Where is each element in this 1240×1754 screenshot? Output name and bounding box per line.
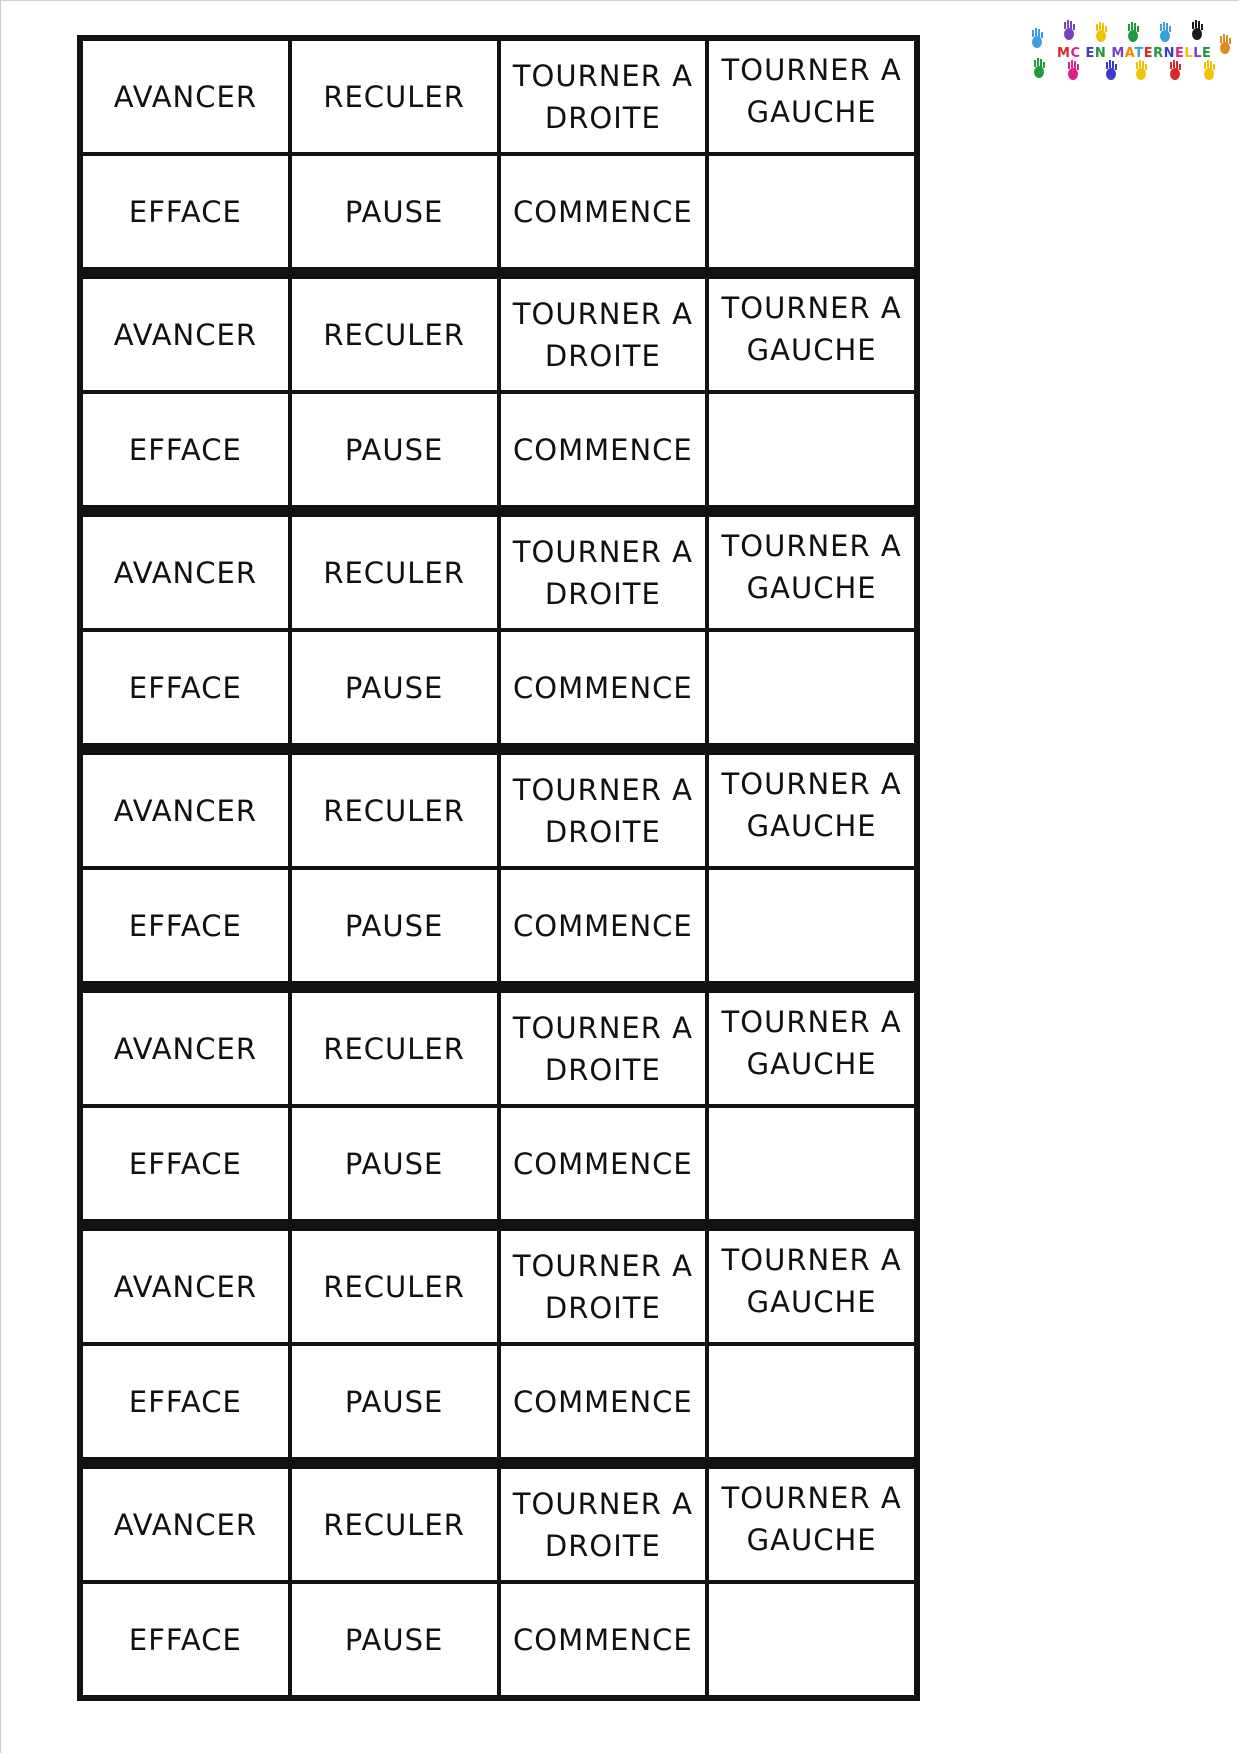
card-commence: COMMENCE: [499, 1582, 708, 1697]
command-card-block-6: [77, 1225, 920, 1463]
card-blank: [707, 1344, 916, 1459]
card-blank: [707, 1106, 916, 1221]
card-tourner-gauche: TOURNER A GAUCHE: [707, 1229, 916, 1344]
card-reculer: RECULER: [290, 1467, 499, 1582]
card-efface: EFFACE: [81, 392, 290, 507]
card-avancer: AVANCER: [81, 991, 290, 1106]
card-efface: EFFACE: [81, 868, 290, 983]
card-tourner-gauche: TOURNER A GAUCHE: [707, 39, 916, 154]
card-reculer: RECULER: [290, 39, 499, 154]
card-pause: PAUSE: [290, 392, 499, 507]
card-avancer: AVANCER: [81, 515, 290, 630]
card-tourner-gauche: TOURNER A GAUCHE: [707, 515, 916, 630]
card-commence: COMMENCE: [499, 1106, 708, 1221]
card-tourner-gauche: TOURNER A GAUCHE: [707, 277, 916, 392]
card-commence: COMMENCE: [499, 630, 708, 745]
card-efface: EFFACE: [81, 1106, 290, 1221]
card-efface: EFFACE: [81, 1344, 290, 1459]
card-tourner-droite: TOURNER A DROITE: [499, 1229, 708, 1344]
command-card-block-3: [77, 511, 920, 749]
card-blank: [707, 392, 916, 507]
mc-en-maternelle-logo: [1023, 12, 1233, 80]
command-card-block-5: [77, 987, 920, 1225]
card-avancer: AVANCER: [81, 277, 290, 392]
card-tourner-droite: TOURNER A DROITE: [499, 1467, 708, 1582]
command-card-block-1: [77, 35, 920, 273]
card-commence: COMMENCE: [499, 154, 708, 269]
card-commence: COMMENCE: [499, 1344, 708, 1459]
command-card-block-7: [77, 1463, 920, 1701]
card-pause: PAUSE: [290, 1344, 499, 1459]
card-efface: EFFACE: [81, 630, 290, 745]
card-tourner-droite: TOURNER A DROITE: [499, 753, 708, 868]
card-avancer: AVANCER: [81, 39, 290, 154]
card-tourner-droite: TOURNER A DROITE: [499, 277, 708, 392]
card-blank: [707, 154, 916, 269]
logo-text: MC EN MATERNELLE: [1057, 46, 1212, 61]
command-card-block-2: [77, 273, 920, 511]
card-tourner-droite: TOURNER A DROITE: [499, 515, 708, 630]
card-tourner-droite: TOURNER A DROITE: [499, 39, 708, 154]
card-reculer: RECULER: [290, 515, 499, 630]
card-efface: EFFACE: [81, 1582, 290, 1697]
card-blank: [707, 868, 916, 983]
card-avancer: AVANCER: [81, 1467, 290, 1582]
card-pause: PAUSE: [290, 868, 499, 983]
card-commence: COMMENCE: [499, 392, 708, 507]
card-efface: EFFACE: [81, 154, 290, 269]
card-pause: PAUSE: [290, 1582, 499, 1697]
card-tourner-droite: TOURNER A DROITE: [499, 991, 708, 1106]
card-tourner-gauche: TOURNER A GAUCHE: [707, 1467, 916, 1582]
command-cards-sheet: [77, 35, 920, 1701]
card-pause: PAUSE: [290, 154, 499, 269]
command-card-block-4: [77, 749, 920, 987]
card-reculer: RECULER: [290, 1229, 499, 1344]
card-blank: [707, 630, 916, 745]
card-reculer: RECULER: [290, 753, 499, 868]
card-avancer: AVANCER: [81, 1229, 290, 1344]
card-pause: PAUSE: [290, 630, 499, 745]
card-reculer: RECULER: [290, 991, 499, 1106]
card-tourner-gauche: TOURNER A GAUCHE: [707, 753, 916, 868]
card-reculer: RECULER: [290, 277, 499, 392]
card-blank: [707, 1582, 916, 1697]
card-avancer: AVANCER: [81, 753, 290, 868]
card-pause: PAUSE: [290, 1106, 499, 1221]
card-tourner-gauche: TOURNER A GAUCHE: [707, 991, 916, 1106]
card-commence: COMMENCE: [499, 868, 708, 983]
